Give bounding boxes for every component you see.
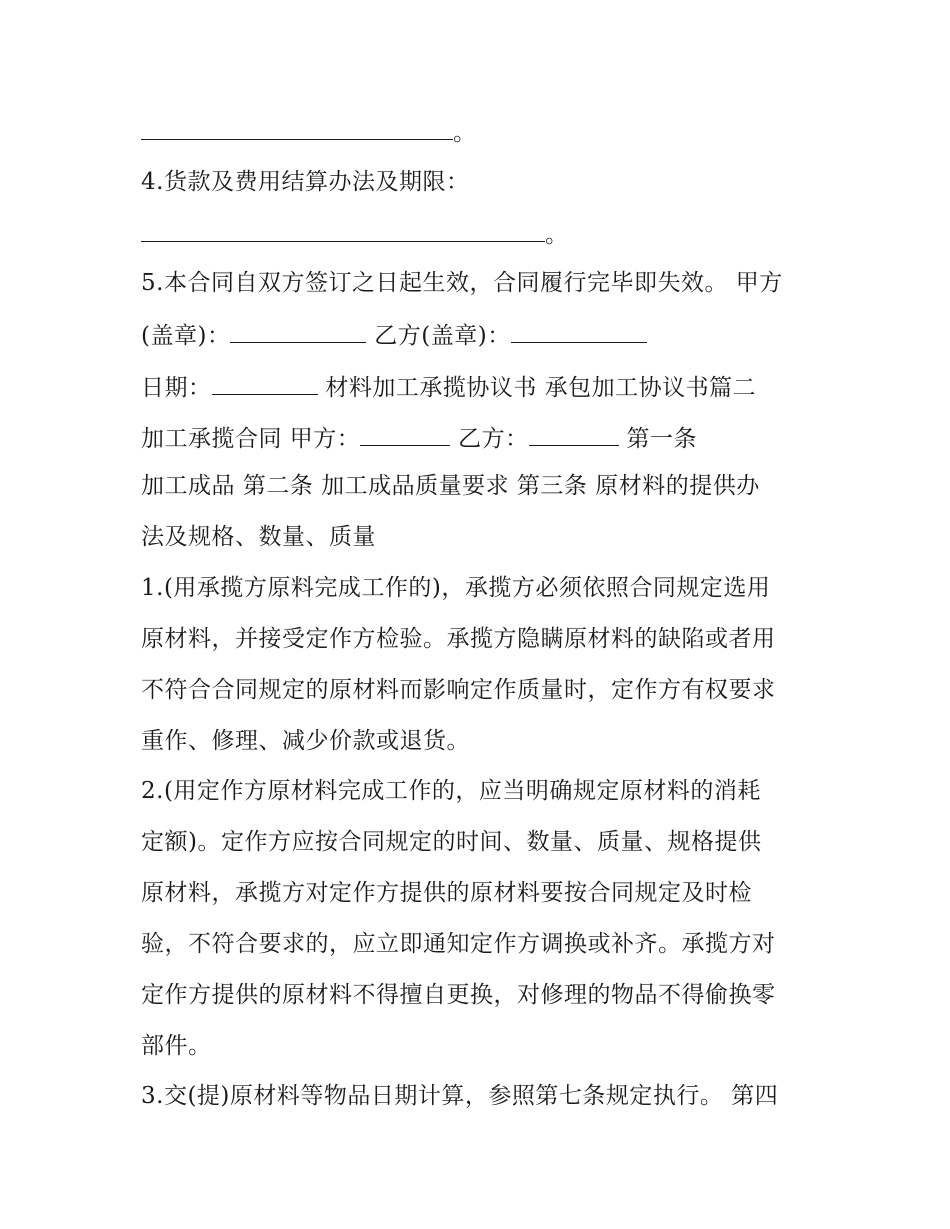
- text-line: 1.(用承揽方原料完成工作的)，承揽方必须依照合同规定选用: [141, 575, 771, 601]
- fill-in-blank: [141, 117, 453, 140]
- text-line: 加工成品 第二条 加工成品质量要求 第三条 原材料的提供办: [141, 473, 760, 499]
- text-line: 4.货款及费用结算办法及期限：: [141, 169, 470, 195]
- text-line: 2.(用定作方原材料完成工作的，应当明确规定原材料的消耗: [141, 778, 761, 804]
- text-line: 日期： 材料加工承揽协议书 承包加工协议书篇二: [141, 372, 756, 403]
- text-line: 不符合合同规定的原材料而影响定作质量时，定作方有权要求: [141, 677, 776, 703]
- text-line: 验，不符合要求的，应立即通知定作方调换或补齐。承揽方对: [141, 931, 776, 957]
- text-line: 加工承揽合同 甲方： 乙方： 第一条: [141, 423, 697, 454]
- fill-in-blank: [212, 372, 318, 395]
- text-line: 法及规格、数量、质量: [141, 524, 376, 550]
- text-line: 定额)。定作方应按合同规定的时间、数量、质量、规格提供: [141, 829, 762, 855]
- fill-in-blank: [529, 423, 619, 446]
- text-line: 原材料，承揽方对定作方提供的原材料要按合同规定及时检: [141, 880, 752, 906]
- text-line: 重作、修理、减少价款或退货。: [141, 728, 470, 754]
- text-line: 定作方提供的原材料不得擅自更换，对修理的物品不得偷换零: [141, 982, 776, 1008]
- text-line: 3.交(提)原材料等物品日期计算，参照第七条规定执行。 第四: [141, 1083, 779, 1109]
- text-line: 原材料，并接受定作方检验。承揽方隐瞒原材料的缺陷或者用: [141, 626, 776, 652]
- text-line: 部件。: [141, 1033, 212, 1059]
- text-line: 5.本合同自双方签订之日起生效，合同履行完毕即失效。 甲方: [141, 270, 783, 296]
- fill-in-blank: [141, 219, 545, 242]
- fill-in-blank: [360, 423, 450, 446]
- text-line: 。: [141, 117, 477, 148]
- fill-in-blank: [230, 320, 366, 343]
- text-line: 。: [141, 219, 569, 250]
- fill-in-blank: [511, 320, 647, 343]
- text-line: (盖章)： 乙方(盖章)：: [141, 320, 647, 351]
